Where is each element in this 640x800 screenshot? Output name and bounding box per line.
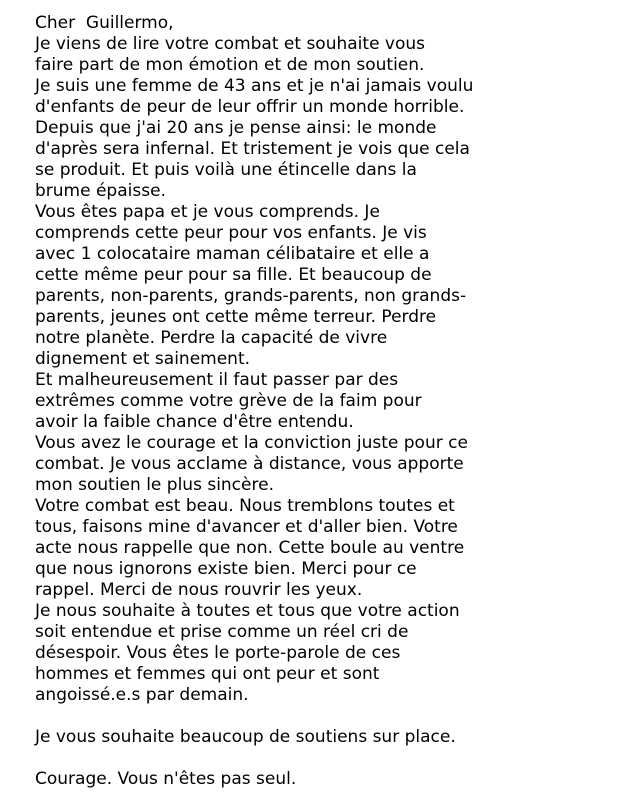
text-line: d'enfants de peur de leur offrir un monde horrible. [35,97,465,117]
text-line: notre planète. Perdre la capacité de vivre [35,328,388,348]
text-line: se produit. Et puis voilà une étincelle dans la [35,160,417,180]
text-line: Et malheureusement il faut passer par des [35,370,399,390]
closing: Courage. Vous n'êtes pas seul. [35,769,297,789]
text-line: brume épaisse. [35,181,166,201]
paragraph-about-me [35,76,635,118]
text-line: extrêmes comme votre grève de la faim pour [35,391,422,411]
spacer [35,706,635,727]
text-line: que nous ignorons existe bien. Merci pour ce [35,559,417,579]
text-line: combat. Je vous acclame à distance, vous apporte [35,454,464,474]
text-line: comprends cette peur pour vos enfants. Je vis [35,223,427,243]
text-line: avec 1 colocataire maman célibataire et elle a [35,244,430,264]
text-line: mon soutien le plus sincère. [35,475,274,495]
text-line: désespoir. Vous êtes le porte-parole de ces [35,643,401,663]
text-line: tous, faisons mine d'avancer et d'aller bien. Votre [35,517,458,537]
paragraph-beautiful-fight [35,496,635,601]
text-line: hommes et femmes qui ont peur et sont [35,664,380,684]
text-line: parents, non-parents, grands-parents, non grands- [35,286,467,306]
text-line: dignement et sainement. [35,349,251,369]
text-line: acte nous rappelle que non. Cette boule au ventre [35,538,465,558]
text-line: rappel. Merci de nous rouvrir les yeux. [35,580,363,600]
text-line: soit entendue et prise comme un réel cri de [35,622,409,642]
letter-body [35,13,635,790]
salutation: Cher Guillermo, [35,13,174,33]
paragraph-since-20 [35,118,635,202]
text-line: Vous êtes papa et je vous comprends. Je [35,202,380,222]
paragraph-emotion [35,34,635,76]
text-line: d'après sera infernal. Et tristement je vois que cela [35,139,470,159]
text-line: Vous avez le courage et la conviction juste pour ce [35,433,468,453]
text-line: Votre combat est beau. Nous tremblons toutes et [35,496,455,516]
text-line: faire part de mon émotion et de mon soutien. [35,55,425,75]
text-line: Depuis que j'ai 20 ans je pense ainsi: le monde [35,118,437,138]
paragraph-hunger-strike [35,370,635,433]
paragraph-parents [35,202,635,370]
text-line: avoir la faible chance d'être entendu. [35,412,354,432]
text-line: angoissé.e.s par demain. [35,685,249,705]
text-line: parents, jeunes ont cette même terreur. Perdre [35,307,437,327]
text-line: cette même peur pour sa fille. Et beaucoup de [35,265,432,285]
text-line: Je nous souhaite à toutes et tous que votre action [35,601,460,621]
paragraph-courage [35,433,635,496]
text-line: Je viens de lire votre combat et souhaite vous [35,34,426,54]
paragraph-wish [35,601,635,706]
spacer [35,748,635,769]
text-line: Je suis une femme de 43 ans et je n'ai jamais voulu [35,76,474,96]
closing-wish: Je vous souhaite beaucoup de soutiens sur place. [35,727,456,747]
